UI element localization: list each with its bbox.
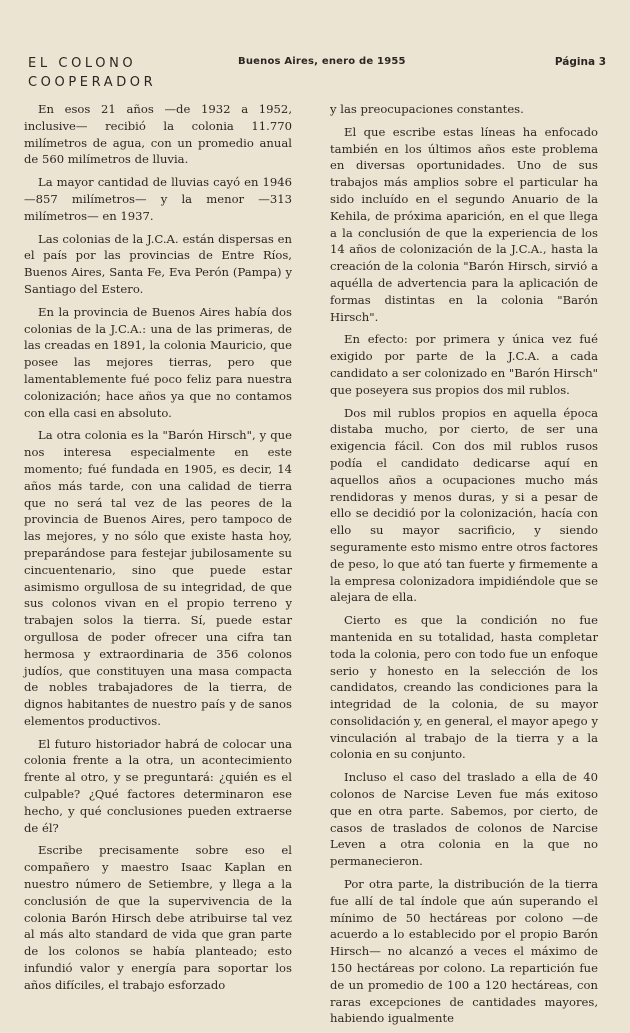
- publication-title: [28, 54, 156, 92]
- paragraph: En esos 21 años —de 1932 a 1952, inclusive— recibió la colonia 11.770 milímetros de agua, con un promedio anual de 560 milímetros de lluvia.: [24, 102, 292, 167]
- publication-title-line-1: EL COLONO: [28, 56, 137, 71]
- paragraph: Cierto es que la condición no fue mantenida en su totalidad, hasta completar toda la colonia, pero con todo fue un enfoque serio y honesto en la selección de los candidatos, creando las condiciones para la integridad de la colonia, de su mayor consolidación y, en general, el mayor apego y vinculación al trabajo de la tierra y a la colonia en su conjunto.: [330, 613, 598, 762]
- paragraph: Escribe precisamente sobre eso el compañero y maestro Isaac Kaplan en nuestro número de Setiembre, y llega a la conclusión de que la supervivencia de la colonia Barón Hirsch debe atribuirse tal vez al más alto standard de vida que gran parte de los colonos se había planteado; esto infundió valor y energía para soportar los años difíciles, el trabajo esforzado: [24, 843, 292, 992]
- left-column: [24, 101, 292, 1000]
- issue-date: Buenos Aires, enero de 1955: [238, 56, 406, 67]
- paragraph: Incluso el caso del traslado a ella de 40 colonos de Narcise Leven fue más exitoso que en otra parte. Sabemos, por cierto, de casos de traslados de colonos de Narcise Leven a otra colonia en la que no permanecieron.: [330, 770, 598, 869]
- paragraph: El futuro historiador habrá de colocar una colonia frente a la otra, un acontecimiento frente al otro, y se preguntará: ¿quién es el culpable? ¿Qué factores determinaron ese hecho, y qué conclusiones pueden extraerse de él?: [24, 736, 292, 835]
- paragraph: Dos mil rublos propios en aquella época distaba mucho, por cierto, de ser una exigencia fácil. Con dos mil rublos rusos podía el candidato dedicarse aquí en aquellos años a ocupaciones mucho más rendidoras y menos duras, y si a pesar de ello se decidió por la colonización, hacía con ello su mayor sacrificio, y siendo seguramente esto mismo entre otros factores de peso, lo que ató tan fuerte y firmemente a la empresa colonizadora impidiéndole que se alejara de ella.: [330, 405, 598, 605]
- right-column: [330, 101, 598, 1033]
- paragraph: y las preocupaciones constantes.: [330, 102, 524, 116]
- paragraph: En la provincia de Buenos Aires había dos colonias de la J.C.A.: una de las primeras, de las creadas en 1891, la colonia Mauricio, que posee las mejores tierras, pero que lamentablemente fué poco feliz para nuestra colonización; hace años ya que no contamos con ella casi en absoluto.: [24, 304, 292, 420]
- paragraph: Las colonias de la J.C.A. están dispersas en el país por las provincias de Entre Ríos, Buenos Aires, Santa Fe, Eva Perón (Pampa) y Santiago del Estero.: [24, 231, 292, 296]
- page-number: Página 3: [554, 56, 606, 68]
- masthead: [28, 54, 606, 98]
- paragraph: El que escribe estas líneas ha enfocado también en los últimos años este problema en diversas oportunidades. Uno de sus trabajos más amplios sobre el particular ha sido incluído en el segundo Anuario de la Kehila, de próxima aparición, en el que llega a la conclusión de que la experiencia de los 14 años de colonización de la J.C.A., hasta la creación de la colonia "Barón Hirsch, sirvió a aquélla de advertencia para la aplicación de formas distintas en la colonia "Barón Hirsch".: [330, 124, 598, 324]
- paragraph: En efecto: por primera y única vez fué exigido por parte de la J.C.A. a cada candidato a ser colonizado en "Barón Hirsch" que poseyera sus propios dos mil rublos.: [330, 332, 598, 397]
- paragraph: Por otra parte, la distribución de la tierra fue allí de tal índole que aún superando el mínimo de 50 hectáreas por colono —de acuerdo a lo establecido por el propio Barón Hirsch— no alcanzó a veces el máximo de 150 hectáreas por colono. La repartición fue de un promedio de 100 a 120 hectáreas, con raras excepciones de cantidades mayores, habiendo igualmente: [330, 877, 598, 1026]
- paragraph: La otra colonia es la "Barón Hirsch", y que nos interesa especialmente en este momento; fué fundada en 1905, es decir, 14 años más tarde, con una calidad de tierra que no será tal vez de las peores de la provincia de Buenos Aires, pero tampoco de las mejores, y no sólo que existe hasta hoy, preparándose para festejar jubilosamente su cincuentenario, sino que puede estar asimismo orgullosa de su integridad, de que sus colonos vivan en el propio terreno y trabajen solos la tierra. Sí, puede estar orgullosa de poder ofrecer una cifra tan hermosa y extraordinaria de 356 colonos judíos, que constituyen una masa compacta de nobles trabajadores de la tierra, de dignos habitantes de nuestro país y de sanos elementos productivos.: [24, 428, 292, 728]
- publication-title-line-2: COOPERADOR: [28, 75, 157, 90]
- paragraph: La mayor cantidad de lluvias cayó en 1946 —857 milímetros— y la menor —313 milímetros— en 1937.: [24, 175, 292, 223]
